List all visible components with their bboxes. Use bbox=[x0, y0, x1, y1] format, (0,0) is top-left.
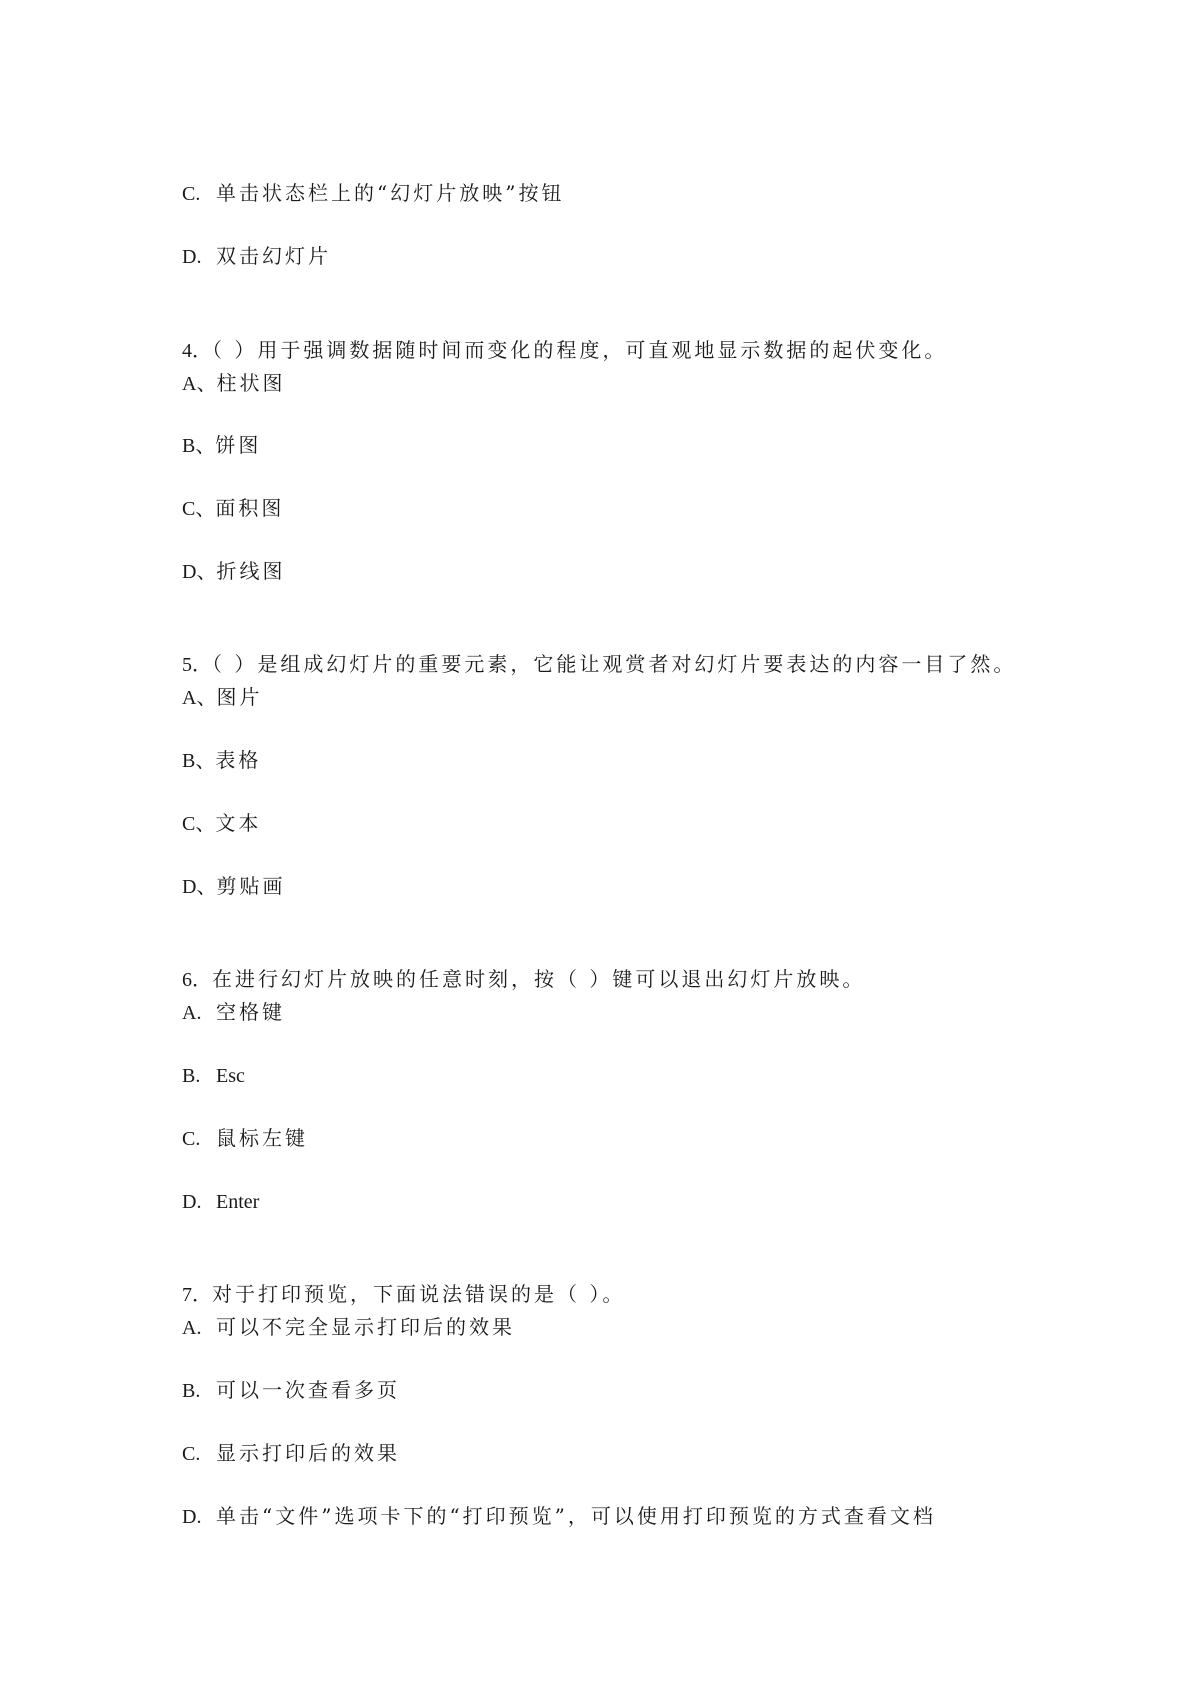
option-text: 面积图 bbox=[215, 496, 285, 520]
option-c bbox=[182, 1125, 308, 1152]
question-text: （ ）是组成幻灯片的重要元素，它能让观赏者对幻灯片要表达的内容一目了然。 bbox=[212, 652, 1017, 676]
option-d bbox=[182, 558, 285, 585]
option-text: 剪贴画 bbox=[216, 874, 286, 898]
option-a bbox=[182, 999, 285, 1026]
option-letter: C、 bbox=[182, 498, 216, 520]
question-text: （ ）用于强调数据随时间而变化的程度，可直观地显示数据的起伏变化。 bbox=[212, 338, 948, 362]
option-text: 文本 bbox=[215, 811, 262, 835]
option-a bbox=[182, 1314, 515, 1341]
option-text: Esc bbox=[216, 1065, 245, 1087]
option-text: 表格 bbox=[215, 748, 262, 772]
option-c bbox=[182, 1440, 400, 1467]
option-text: 双击幻灯片 bbox=[216, 244, 331, 268]
option-c bbox=[182, 180, 564, 207]
option-b bbox=[182, 747, 261, 774]
option-letter: D. bbox=[182, 246, 202, 268]
option-b bbox=[182, 1062, 245, 1089]
option-letter: D、 bbox=[182, 561, 217, 583]
option-d bbox=[182, 243, 331, 270]
option-letter: B. bbox=[182, 1065, 201, 1087]
option-letter: C. bbox=[182, 183, 201, 205]
option-text: 单击“文件”选项卡下的“打印预览”，可以使用打印预览的方式查看文档 bbox=[216, 1504, 936, 1528]
option-text: 空格键 bbox=[216, 1000, 285, 1024]
option-letter: A. bbox=[182, 1002, 202, 1024]
option-letter: B. bbox=[182, 1380, 201, 1402]
option-letter: D. bbox=[182, 1191, 202, 1213]
option-text: 单击状态栏上的“幻灯片放映”按钮 bbox=[216, 181, 565, 205]
option-text: 图片 bbox=[216, 685, 263, 709]
question-number: 6． bbox=[182, 969, 212, 991]
option-letter: C、 bbox=[182, 813, 216, 835]
option-c bbox=[182, 495, 284, 522]
option-letter: D、 bbox=[182, 876, 217, 898]
question-number: 4． bbox=[182, 340, 212, 362]
option-text: 饼图 bbox=[215, 433, 262, 457]
option-text: 柱状图 bbox=[216, 371, 286, 395]
option-letter: D. bbox=[182, 1506, 202, 1528]
question-number: 7． bbox=[182, 1284, 212, 1306]
option-text: 可以一次查看多页 bbox=[216, 1378, 400, 1402]
option-d bbox=[182, 1188, 259, 1215]
option-d bbox=[182, 873, 285, 900]
option-letter: C. bbox=[182, 1128, 201, 1150]
option-letter: B、 bbox=[182, 435, 216, 457]
option-text: 显示打印后的效果 bbox=[216, 1441, 400, 1465]
option-a bbox=[182, 684, 262, 711]
option-letter: B、 bbox=[182, 750, 216, 772]
option-letter: A、 bbox=[182, 687, 217, 709]
question-stem bbox=[182, 966, 865, 993]
option-text: 可以不完全显示打印后的效果 bbox=[216, 1315, 515, 1339]
option-letter: C. bbox=[182, 1443, 201, 1465]
option-c bbox=[182, 810, 261, 837]
question-text: 对于打印预览，下面说法错误的是（ ）。 bbox=[212, 1282, 626, 1306]
question-stem bbox=[182, 1281, 625, 1308]
option-letter: A. bbox=[182, 1317, 202, 1339]
option-a bbox=[182, 370, 285, 397]
question-number: 5． bbox=[182, 654, 212, 676]
option-letter: A、 bbox=[182, 373, 217, 395]
question-stem bbox=[182, 651, 1016, 678]
option-b bbox=[182, 432, 261, 459]
question-text: 在进行幻灯片放映的任意时刻，按（ ）键可以退出幻灯片放映。 bbox=[212, 967, 866, 991]
option-b bbox=[182, 1377, 400, 1404]
question-stem bbox=[182, 337, 947, 364]
option-text: 鼠标左键 bbox=[216, 1126, 308, 1150]
option-d bbox=[182, 1503, 936, 1530]
option-text: Enter bbox=[216, 1191, 260, 1213]
option-text: 折线图 bbox=[216, 559, 286, 583]
